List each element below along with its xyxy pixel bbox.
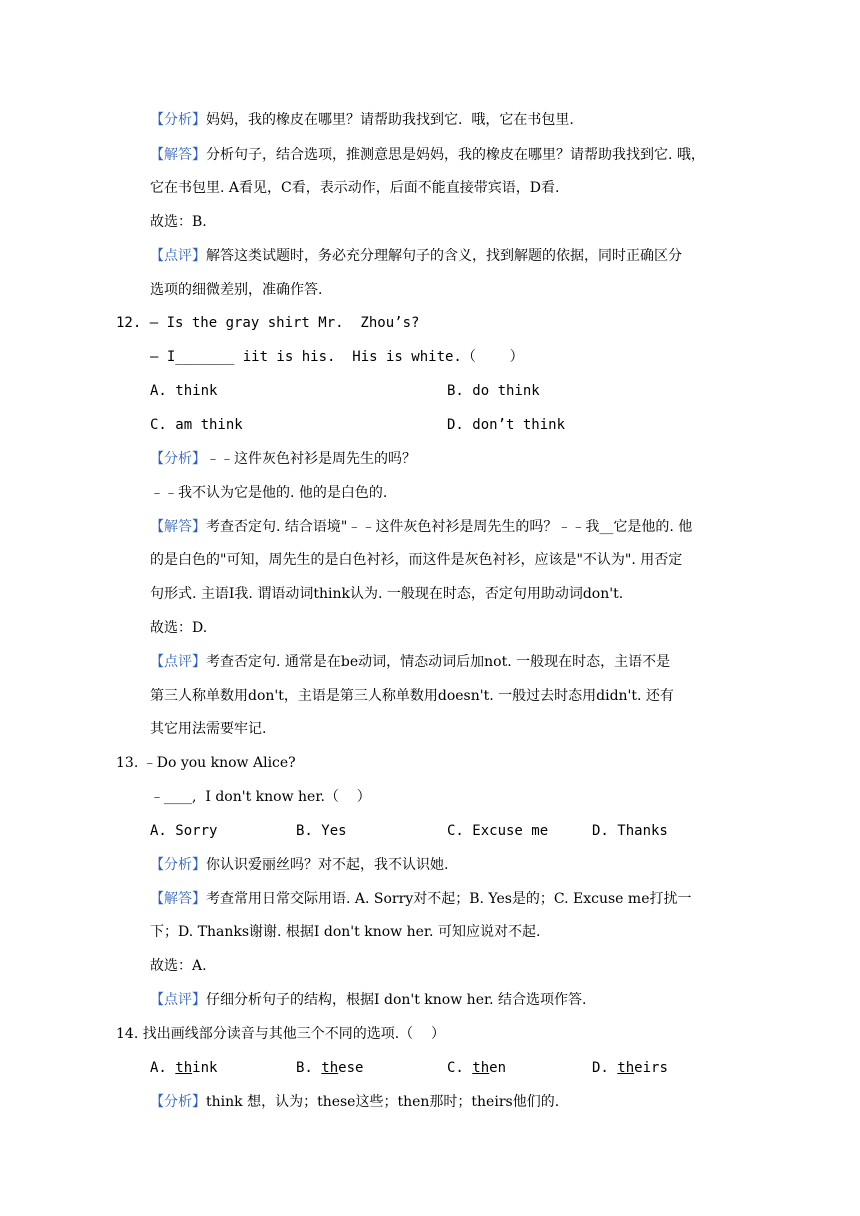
q12-choice: 故选：D. [150,620,208,636]
q12-answer-line-3: 句形式. 主语I我. 谓语动词think认为. 一般现在时态，否定句用助动词don't. [150,586,624,602]
q12-comment-line-3: 其它用法需要牢记. [150,721,267,737]
q14-option-c-rest: en [489,1060,507,1076]
analysis-tag: 【分析】 [150,1094,206,1110]
q14-option-c [447,1058,506,1078]
q13-answer-line-2: 下；D. Thanks谢谢. 根据I don't know her. 可知应说对不起. [150,924,541,940]
analysis-tag: 【分析】 [150,451,206,467]
q12-analysis-text-1: ﹣﹣这件灰色衬衫是周先生的吗？ [206,451,416,467]
q12-analysis-line-2: ﹣﹣我不认为它是他的. 他的是白色的. [150,485,388,501]
q12-comment-line-1 [150,652,670,672]
q14-option-a [150,1058,217,1078]
q14-analysis-line [150,1092,559,1112]
q11-analysis-text: 妈妈，我的橡皮在哪里？请帮助我找到它. 哦，它在书包里. [206,112,574,128]
q13-comment-line [150,990,586,1010]
q14-option-b-rest: ese [338,1060,364,1076]
q14-option-d [592,1058,668,1078]
q14-option-d-rest: eirs [634,1060,668,1076]
q13-stem-line-2: ﹣____, I don't know her.（ ） [150,789,371,805]
analysis-tag: 【分析】 [150,857,206,873]
q11-comment-line-1 [150,246,682,266]
q13-option-b: B. Yes [296,823,347,839]
q14-stem: 14. 找出画线部分读音与其他三个不同的选项.（ ） [116,1026,445,1042]
answer-tag: 【解答】 [150,147,206,163]
q14-option-a-rest: ink [192,1060,218,1076]
q11-analysis-line [150,110,574,130]
q12-option-c: C. am think [150,417,243,433]
q11-choice: 故选：B. [150,214,207,230]
q12-analysis-line-1 [150,449,416,469]
q12-answer-text-1: 考查否定句. 结合语境"﹣﹣这件灰色衬衫是周先生的吗？﹣﹣我__它是他的. 他 [206,519,693,535]
q11-answer-line-2: 它在书包里. A看见，C看，表示动作，后面不能直接带宾语，D看. [150,180,560,196]
q14-option-b-underlined: th [321,1060,339,1076]
q14-analysis-text: think 想，认为；these这些；then那时；theirs他们的. [206,1094,560,1110]
q12-option-b: B. do think [447,383,540,399]
q12-stem-line-2: – I_______ iit is his. His is white.（ ） [150,349,524,365]
q13-answer-text-1: 考查常用日常交际用语. A. Sorry对不起；B. Yes是的；C. Excuse me打扰一 [206,891,692,907]
q14-option-d-letter: D. [592,1060,618,1076]
q13-option-a: A. Sorry [150,823,218,839]
q11-answer-text-1: 分析句子，结合选项，推测意思是妈妈，我的橡皮在哪里？请帮助我找到它. 哦， [206,147,705,163]
analysis-tag: 【分析】 [150,112,206,128]
q12-comment-line-2: 第三人称单数用don't，主语是第三人称单数用doesn't. 一般过去时态用didn't. 还有 [150,688,674,704]
q14-option-b [296,1058,363,1078]
comment-tag: 【点评】 [150,654,206,670]
q12-comment-text-1: 考查否定句. 通常是在be动词，情态动词后加not. 一般现在时态，主语不是 [206,654,671,670]
q12-option-d: D. don’t think [447,417,566,433]
q12-answer-line-2: 的是白色的"可知，周先生的是白色衬衫，而这件是灰色衬衫，应该是"不认为". 用否定 [150,552,683,568]
q13-stem-line-1: 13. ﹣Do you know Alice? [116,755,296,771]
q14-option-c-letter: C. [447,1060,473,1076]
q13-choice: 故选：A. [150,958,207,974]
q14-option-d-underlined: th [617,1060,635,1076]
q12-stem-line-1: 12. – Is the gray shirt Mr. Zhou’s? [116,315,420,331]
answer-tag: 【解答】 [150,519,206,535]
q11-comment-text-1: 解答这类试题时，务必充分理解句子的含义，找到解题的依据，同时正确区分 [206,248,682,264]
comment-tag: 【点评】 [150,992,206,1008]
q13-analysis-line [150,855,448,875]
q14-option-c-underlined: th [472,1060,490,1076]
q14-option-a-underlined: th [175,1060,193,1076]
q13-option-d: D. Thanks [592,823,668,839]
comment-tag: 【点评】 [150,248,206,264]
answer-tag: 【解答】 [150,891,206,907]
q12-option-a: A. think [150,383,218,399]
q12-answer-line-1 [150,517,692,537]
q14-option-b-letter: B. [296,1060,322,1076]
q13-comment-text: 仔细分析句子的结构，根据I don't know her. 结合选项作答. [206,992,587,1008]
q14-option-a-letter: A. [150,1060,176,1076]
q13-analysis-text: 你认识爱丽丝吗？对不起，我不认识她. [206,857,449,873]
q11-comment-line-2: 选项的细微差别，准确作答. [150,282,323,298]
q11-answer-line-1 [150,145,705,165]
q13-option-c: C. Excuse me [447,823,549,839]
q13-answer-line-1 [150,889,691,909]
